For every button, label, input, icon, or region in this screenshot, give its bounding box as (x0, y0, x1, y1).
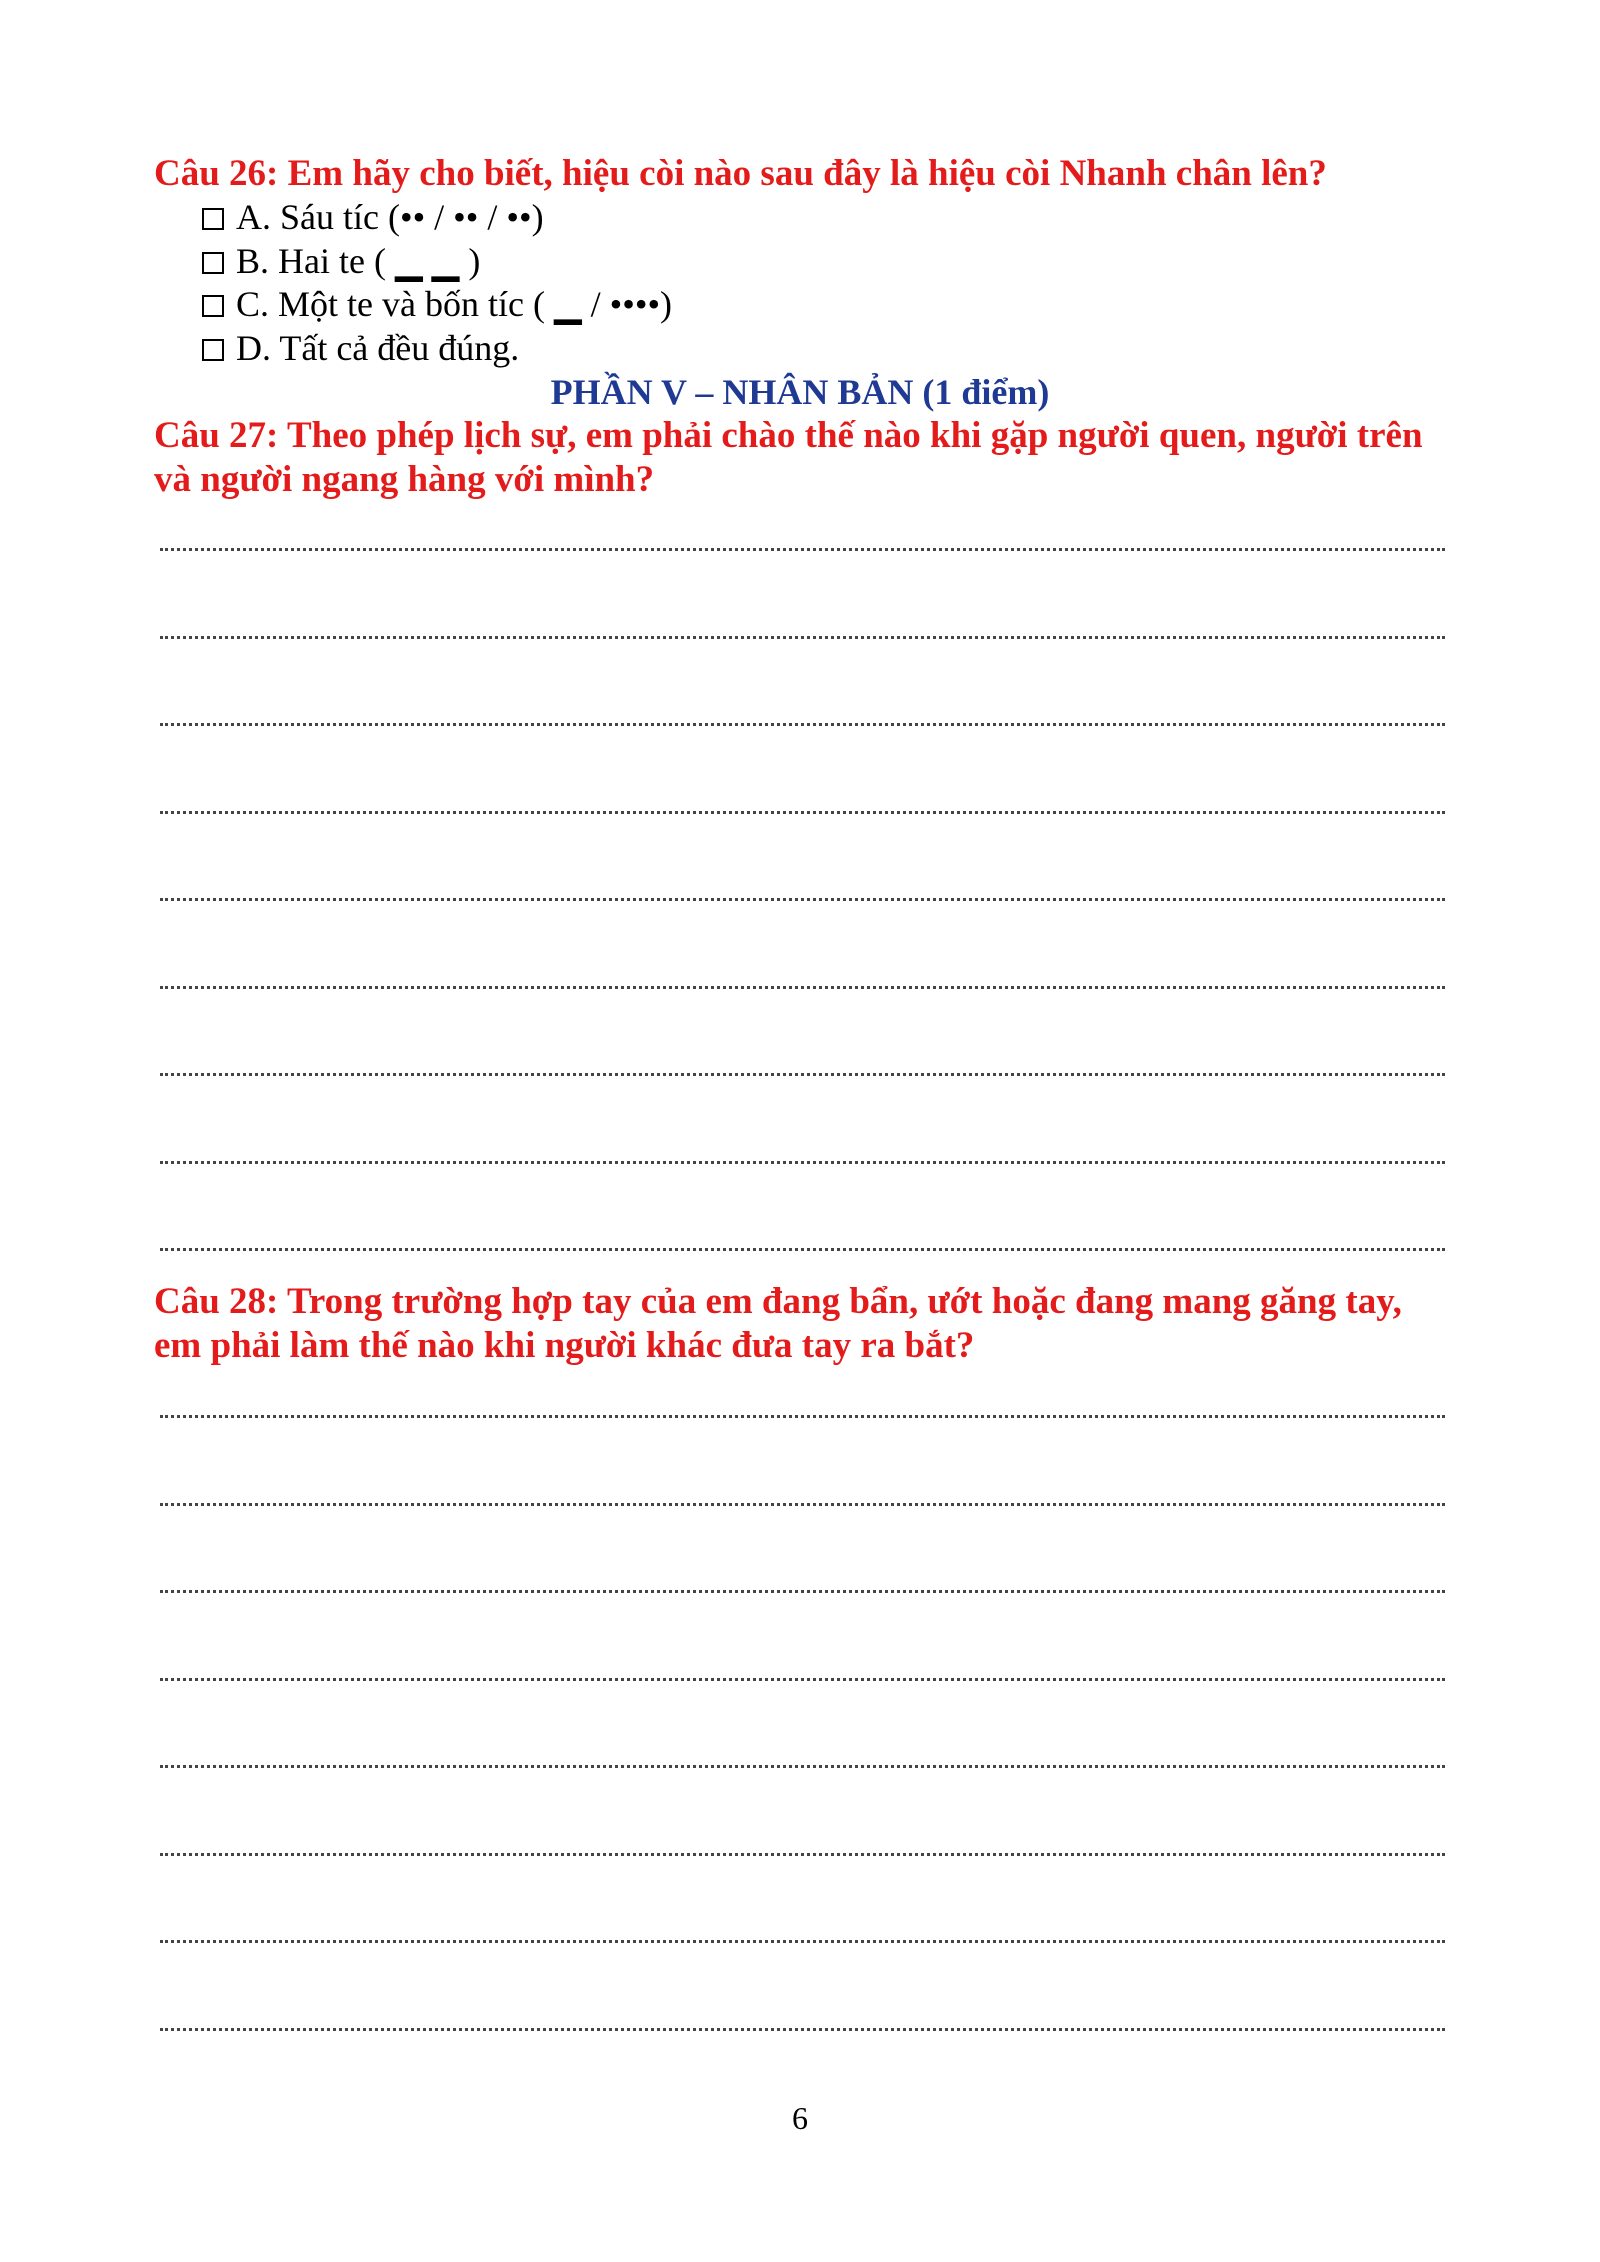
option-a[interactable] (202, 196, 672, 240)
answer-line[interactable] (160, 2026, 1445, 2031)
option-c-label: C. Một te và bốn tíc ( ▁ / ••••) (236, 284, 673, 324)
question-27: Câu 27: Theo phép lịch sự, em phải chào thế nào khi gặp người quen, người trên và người ngang hàng với mình? (154, 415, 1423, 500)
question-28: Câu 28: Trong trường hợp tay của em đang bẩn, ướt hoặc đang mang găng tay, em phải làm thế nào khi người khác đưa tay ra bắt? (154, 1281, 1402, 1366)
checkbox-option-d[interactable] (202, 339, 224, 361)
answer-line[interactable] (160, 1851, 1445, 1856)
answer-line[interactable] (160, 1763, 1445, 1768)
answer-line[interactable] (160, 1501, 1445, 1506)
question-26: Câu 26: Em hãy cho biết, hiệu còi nào sau đây là hiệu còi Nhanh chân lên? (154, 153, 1327, 194)
checkbox-option-c[interactable] (202, 295, 224, 317)
option-d-label: D. Tất cả đều đúng. (236, 327, 520, 368)
answer-line[interactable] (160, 1159, 1445, 1164)
option-c[interactable] (202, 283, 672, 327)
answer-line[interactable] (160, 809, 1445, 814)
question-26-options (202, 196, 672, 370)
answer-line[interactable] (160, 984, 1445, 989)
option-b-label: B. Hai te ( ▁ ▁ ) (236, 240, 481, 281)
answer-line[interactable] (160, 896, 1445, 901)
option-d[interactable] (202, 327, 672, 371)
option-b[interactable] (202, 240, 672, 284)
answer-line[interactable] (160, 1938, 1445, 1943)
section-5-heading: PHẦN V – NHÂN BẢN (1 điểm) (550, 372, 1050, 412)
answer-line[interactable] (160, 1588, 1445, 1593)
answer-line[interactable] (160, 721, 1445, 726)
answer-line[interactable] (160, 1246, 1445, 1251)
answer-line[interactable] (160, 1676, 1445, 1681)
checkbox-option-b[interactable] (202, 252, 224, 274)
checkbox-option-a[interactable] (202, 208, 224, 230)
answer-area-27[interactable] (160, 546, 1445, 1334)
page-number: 6 (792, 2100, 808, 2136)
answer-line[interactable] (160, 546, 1445, 551)
option-a-label: A. Sáu tíc (•• / •• / ••) (236, 197, 544, 237)
answer-area-28[interactable] (160, 1413, 1445, 2113)
answer-line[interactable] (160, 634, 1445, 639)
answer-line[interactable] (160, 1413, 1445, 1418)
answer-line[interactable] (160, 1071, 1445, 1076)
